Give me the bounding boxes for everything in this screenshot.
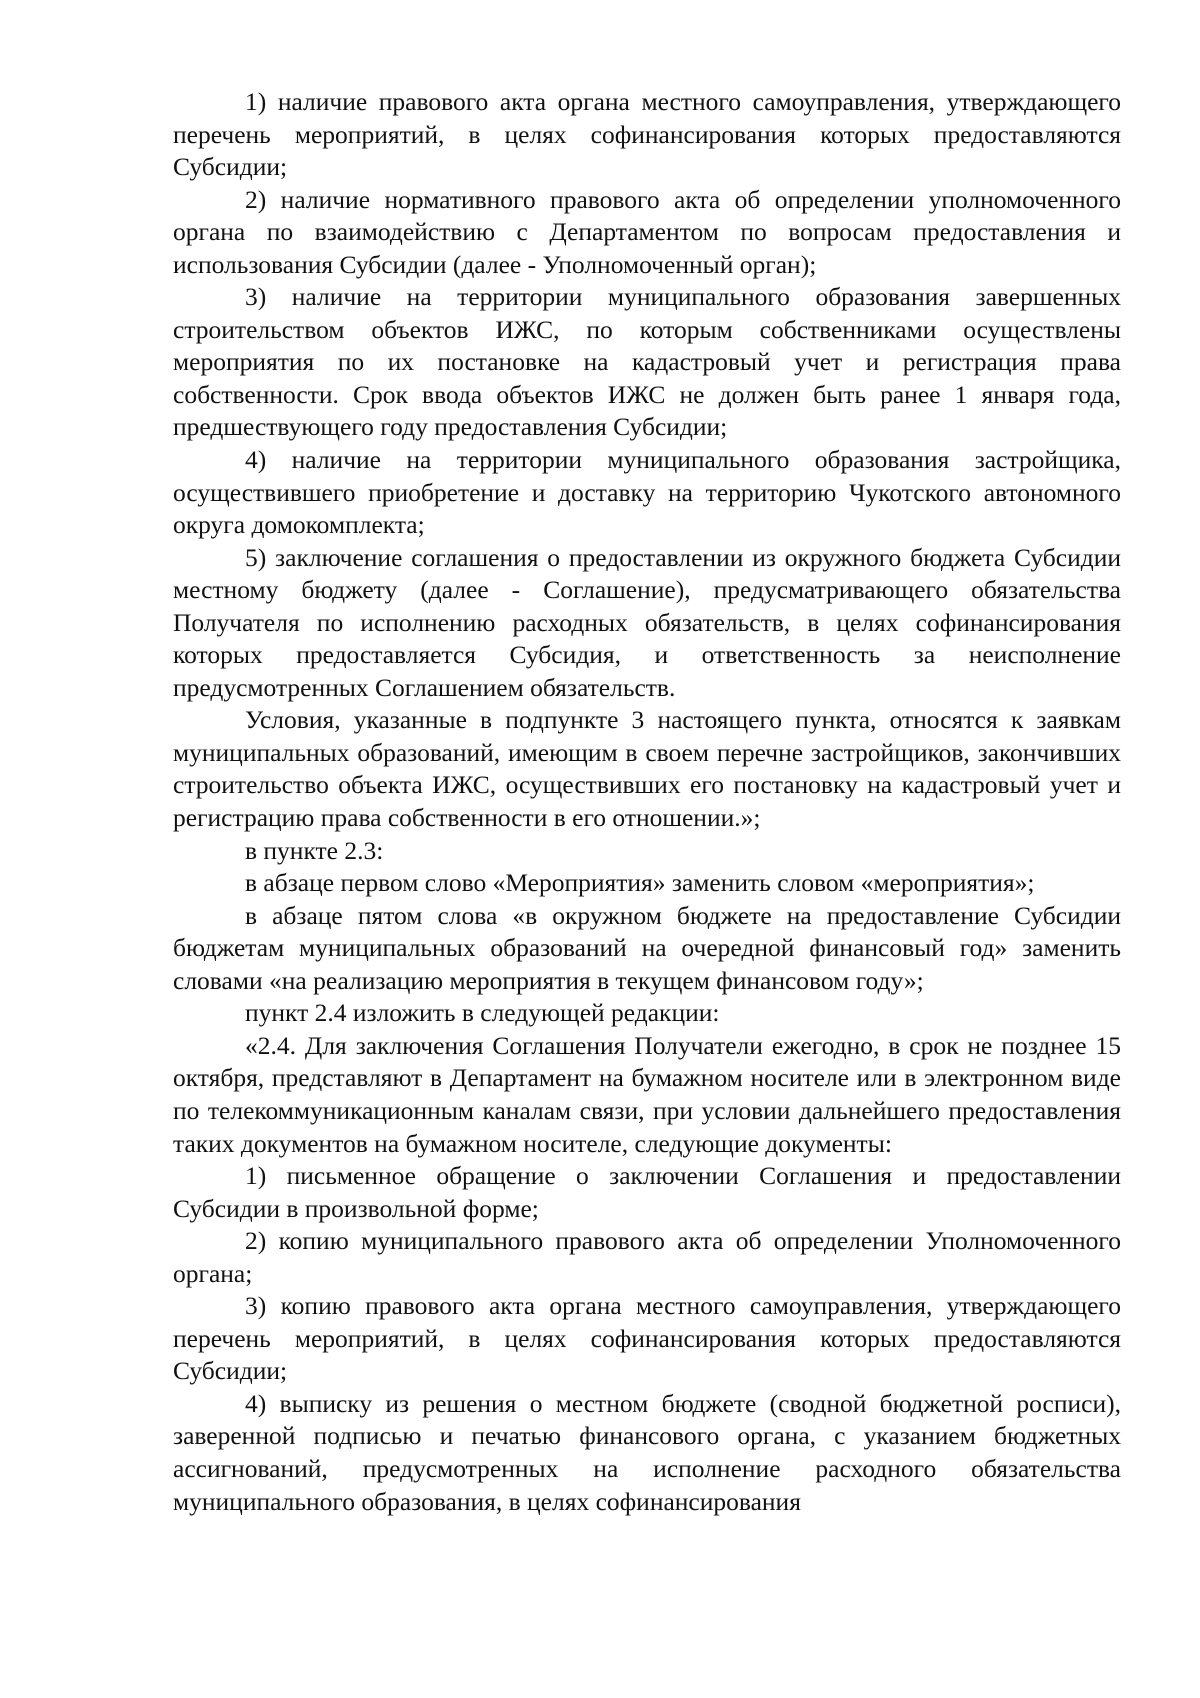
paragraph-5: 5) заключение соглашения о предоставлении из окружного бюджета Субсидии местному бюджету (далее - Соглашение), предусматривающего обязательства Получателя по исполнению расходных обязательств, в целях софинансирования которых предоставляется Субсидия, и ответственность за неисполнение предусмотренных Соглашением обязательств. <box>173 542 1121 702</box>
paragraph-8: в абзаце первом слово «Мероприятия» заменить словом «мероприятия»; <box>245 868 1035 898</box>
paragraph-14: 3) копию правового акта органа местного самоуправления, утверждающего перечень мероприятий, в целях софинансирования которых предоставляются Субсидии; <box>173 1291 1121 1386</box>
paragraph-13: 2) копию муниципального правового акта об определении Уполномоченного органа; <box>173 1226 1121 1288</box>
paragraph-15: 4) выписку из решения о местном бюджете (сводной бюджетной росписи), заверенной подписью и печатью финансового органа, с указанием бюджетных ассигнований, предусмотренных на исполнение расходного обязательства муниципального образования, в целях софинансирования <box>173 1388 1121 1516</box>
paragraph-9: в абзаце пятом слова «в окружном бюджете на предоставление Субсидии бюджетам муниципальных образований на очередной финансовый год» заменить словами «на реализацию мероприятия в текущем финансовом году»; <box>173 900 1121 995</box>
paragraph-4: 4) наличие на территории муниципального образования застройщика, осуществившего приобретение и доставку на территорию Чукотского автономного округа домокомплекта; <box>173 445 1121 540</box>
paragraph-3: 3) наличие на территории муниципального образования завершенных строительством объектов ИЖС, по которым собственниками осуществлены мероприятия по их постановке на кадастровый учет и регистрация права собственности. Срок ввода объектов ИЖС не должен быть ранее 1 января года, предшествующего году предоставления Субсидии; <box>173 282 1121 442</box>
paragraph-1: 1) наличие правового акта органа местного самоуправления, утверждающего перечень мероприятий, в целях софинансирования которых предоставляются Субсидии; <box>173 87 1121 182</box>
paragraph-7: в пункте 2.3: <box>245 835 384 865</box>
document-body <box>173 86 1121 1518</box>
paragraph-6: Условия, указанные в подпункте 3 настоящего пункта, относятся к заявкам муниципальных образований, имеющим в своем перечне застройщиков, закончивших строительство объекта ИЖС, осуществивших его постановку на кадастровый учет и регистрацию права собственности в его отношении.»; <box>173 705 1121 833</box>
paragraph-12: 1) письменное обращение о заключении Соглашения и предоставлении Субсидии в произвольной форме; <box>173 1161 1121 1223</box>
paragraph-11: «2.4. Для заключения Соглашения Получатели ежегодно, в срок не позднее 15 октября, представляют в Департамент на бумажном носителе или в электронном виде по телекоммуникационным каналам связи, при условии дальнейшего предоставления таких документов на бумажном носителе, следующие документы: <box>173 1030 1121 1158</box>
paragraph-10: пункт 2.4 изложить в следующей редакции: <box>245 998 720 1028</box>
paragraph-2: 2) наличие нормативного правового акта об определении уполномоченного органа по взаимодействию с Департаментом по вопросам предоставления и использования Субсидии (далее - Уполномоченный орган); <box>173 184 1121 279</box>
